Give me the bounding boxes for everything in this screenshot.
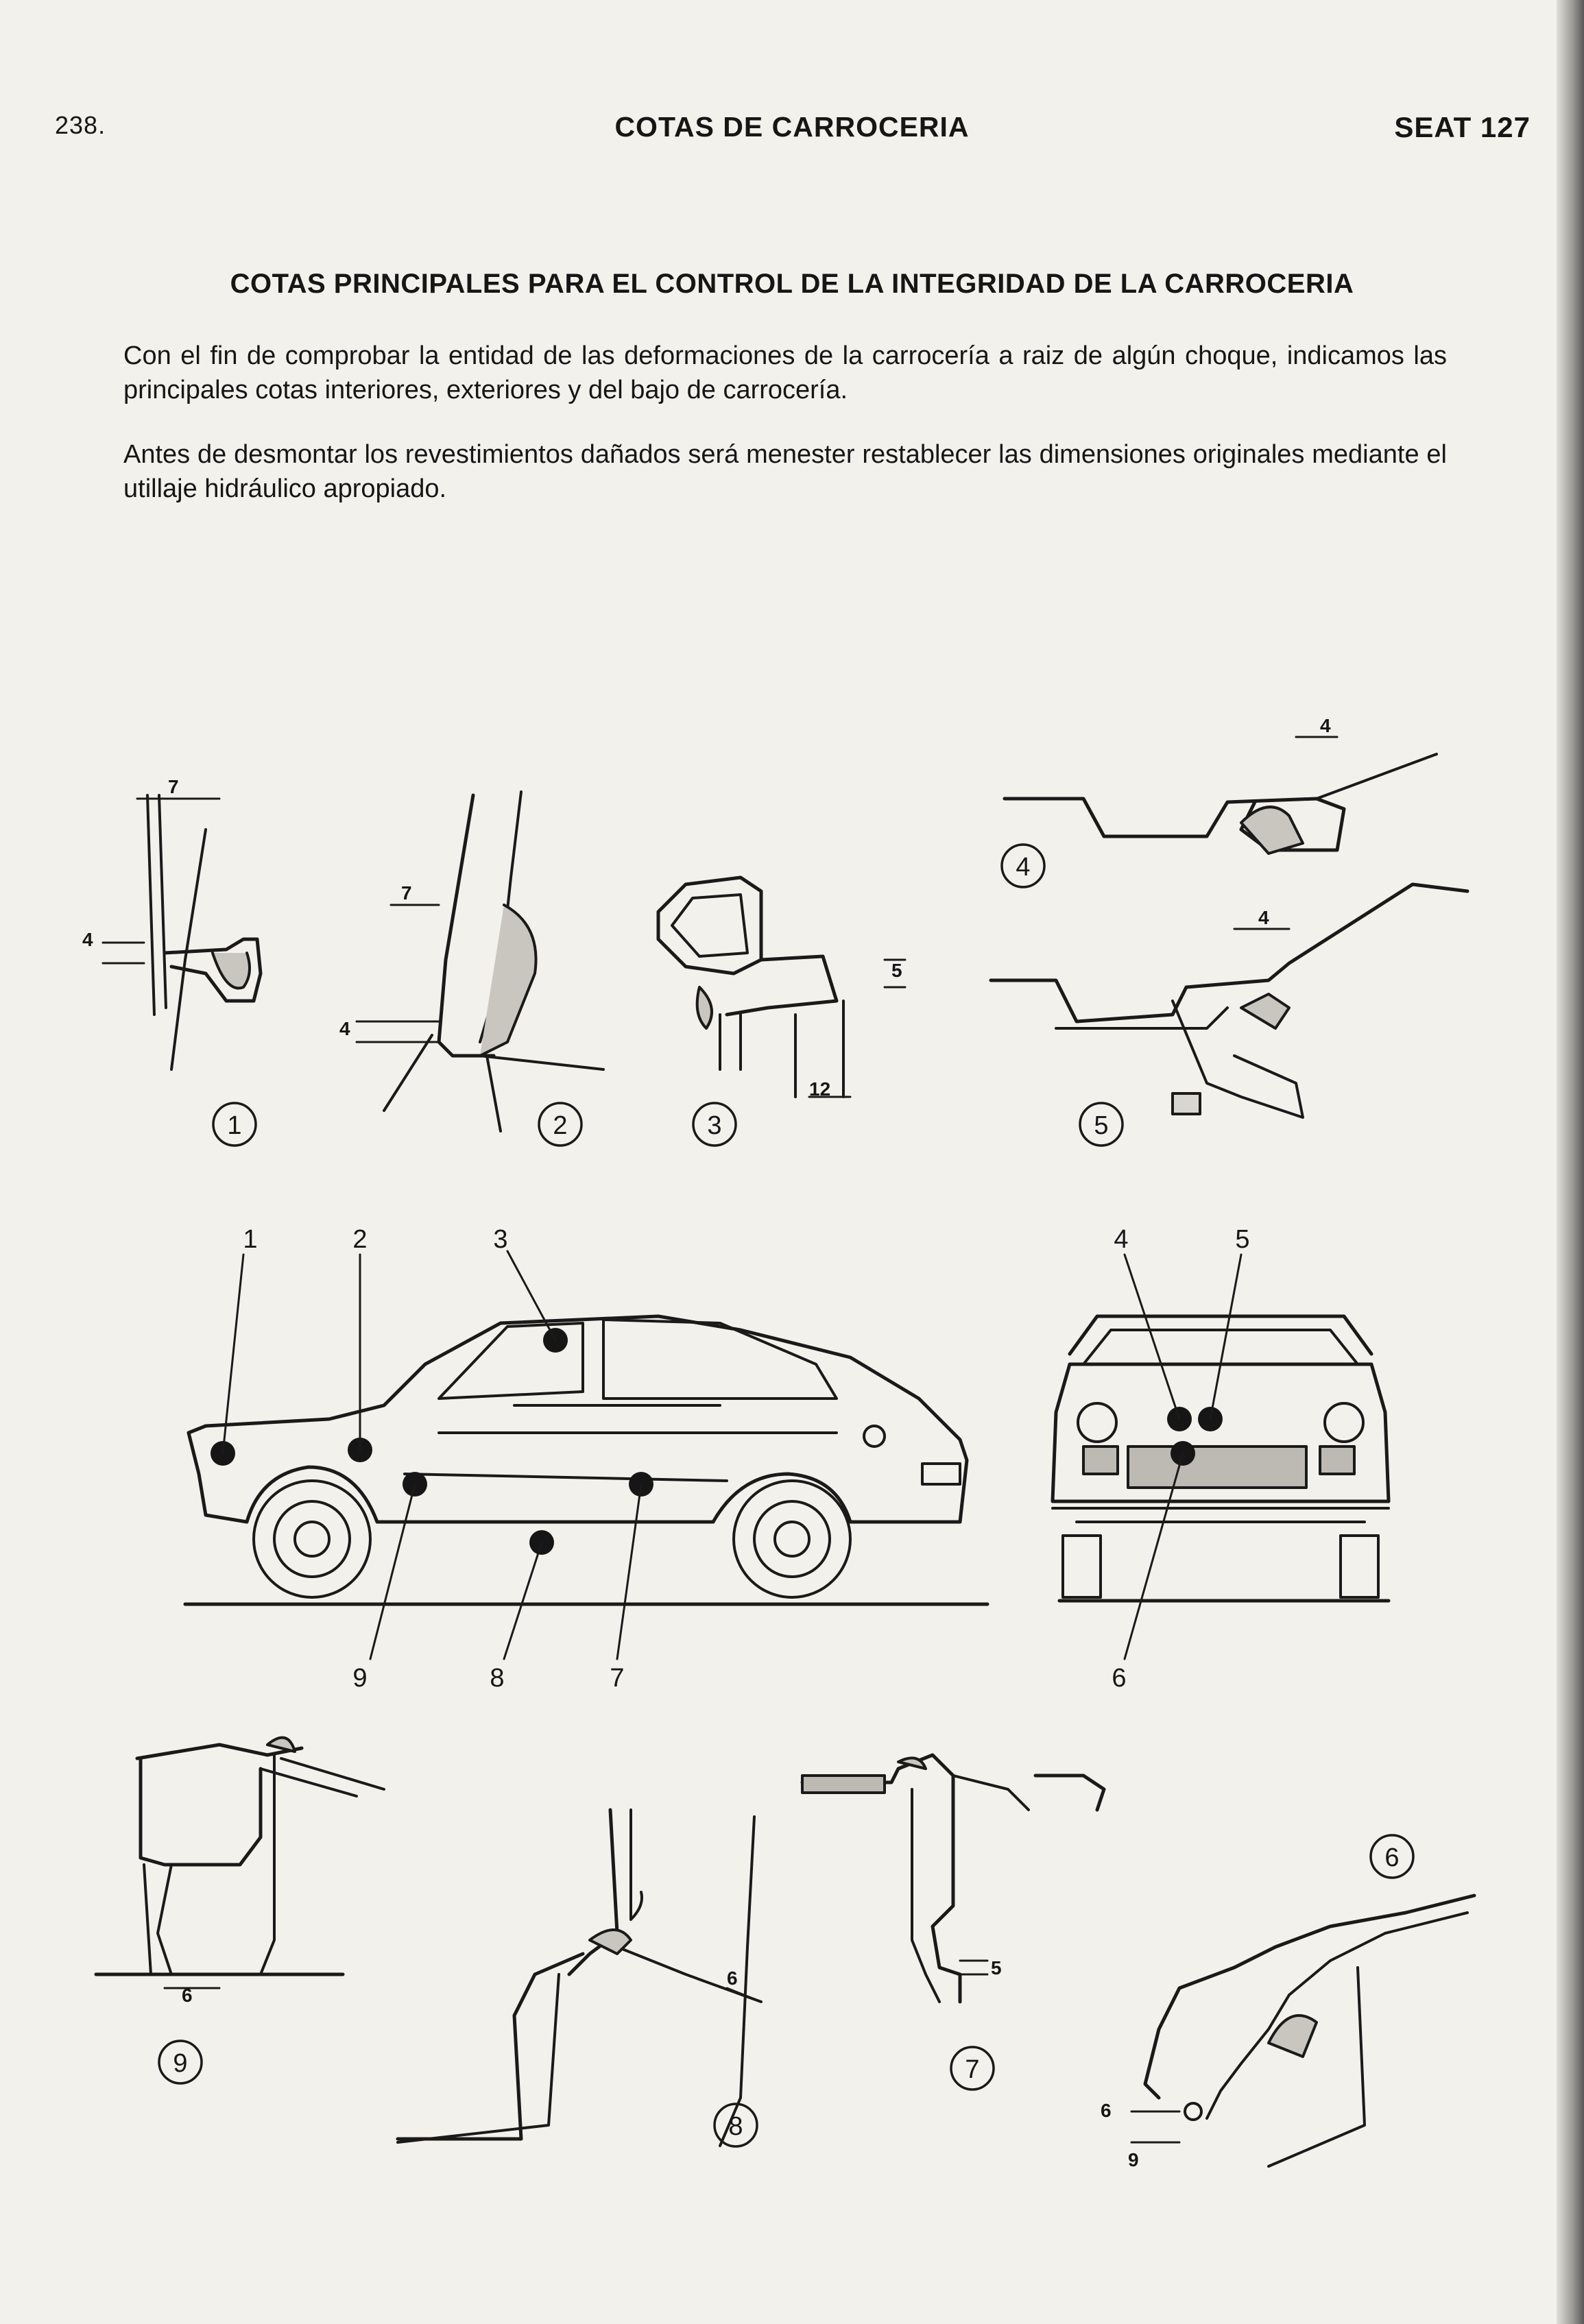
fig3-dim-12: 12 [809,1078,831,1100]
front-callout-4: 4 [1114,1225,1129,1254]
side-callout-7: 7 [610,1664,625,1693]
detail-figure-1 [82,776,261,1146]
detail-figure-2 [339,792,603,1146]
fig-label-5: 5 [1094,1111,1109,1140]
main-title: COTAS PRINCIPALES PARA EL CONTROL DE LA INTEGRIDAD DE LA CARROCERIA [230,269,1354,299]
fig4-dim-4: 4 [1320,715,1331,736]
fig-label-2: 2 [553,1111,568,1140]
fig-label-6: 6 [1384,1843,1400,1872]
car-front-view [1053,1225,1389,1693]
section-title: COTAS DE CARROCERIA [614,111,970,143]
page-number: 238. [55,111,106,139]
fig8-dim-6: 6 [727,1968,738,1989]
front-callout-5: 5 [1235,1225,1250,1254]
fig3-dim-5: 5 [891,960,902,981]
fig2-dim-4: 4 [339,1018,350,1039]
side-callout-1: 1 [243,1225,258,1254]
fig6-dim-6: 6 [1101,2100,1112,2121]
fig6-dim-9: 9 [1128,2149,1139,2170]
detail-figure-8 [398,1810,761,2146]
fig-label-9: 9 [173,2049,188,2078]
side-callout-3: 3 [493,1225,508,1254]
fig-label-4: 4 [1016,853,1031,882]
fig-label-7: 7 [965,2055,980,2084]
side-callout-8: 8 [490,1664,505,1693]
detail-figure-9 [96,1738,384,2083]
fig-label-8: 8 [728,2112,743,2141]
fig-label-1: 1 [227,1111,242,1140]
paragraph-intro: Con el fin de comprobar la entidad de las deformaciones de la carrocería a raiz de algún choque, indicamos las principales cotas interiores, exteriores y del bajo de carrocería. [123,341,1447,404]
detail-figure-4 [1002,715,1437,887]
fig-label-3: 3 [707,1111,722,1140]
side-callout-2: 2 [352,1225,368,1254]
fig5-dim-4: 4 [1258,907,1269,928]
fig2-dim-7: 7 [401,882,412,904]
car-side-view [185,1225,987,1693]
paragraph-instructions: Antes de desmontar los revestimientos dañados será menester restablecer las dimensiones originales mediante el utillaje hidráulico apropiado. [123,440,1447,503]
figure-number-labels [173,853,1399,2141]
fig1-dim-7: 7 [168,776,179,797]
fig9-dim-6: 6 [182,1985,193,2006]
fig1-dim-4: 4 [82,929,93,950]
detail-figure-7 [802,1755,1104,2090]
detail-figure-3 [658,877,905,1146]
side-callout-9: 9 [352,1664,368,1693]
fig7-dim-5: 5 [991,1957,1002,1978]
detail-figure-6 [1101,1835,1474,2170]
front-callout-6: 6 [1112,1664,1127,1693]
model-name: SEAT 127 [1394,111,1531,143]
detail-figure-5 [991,884,1467,1146]
